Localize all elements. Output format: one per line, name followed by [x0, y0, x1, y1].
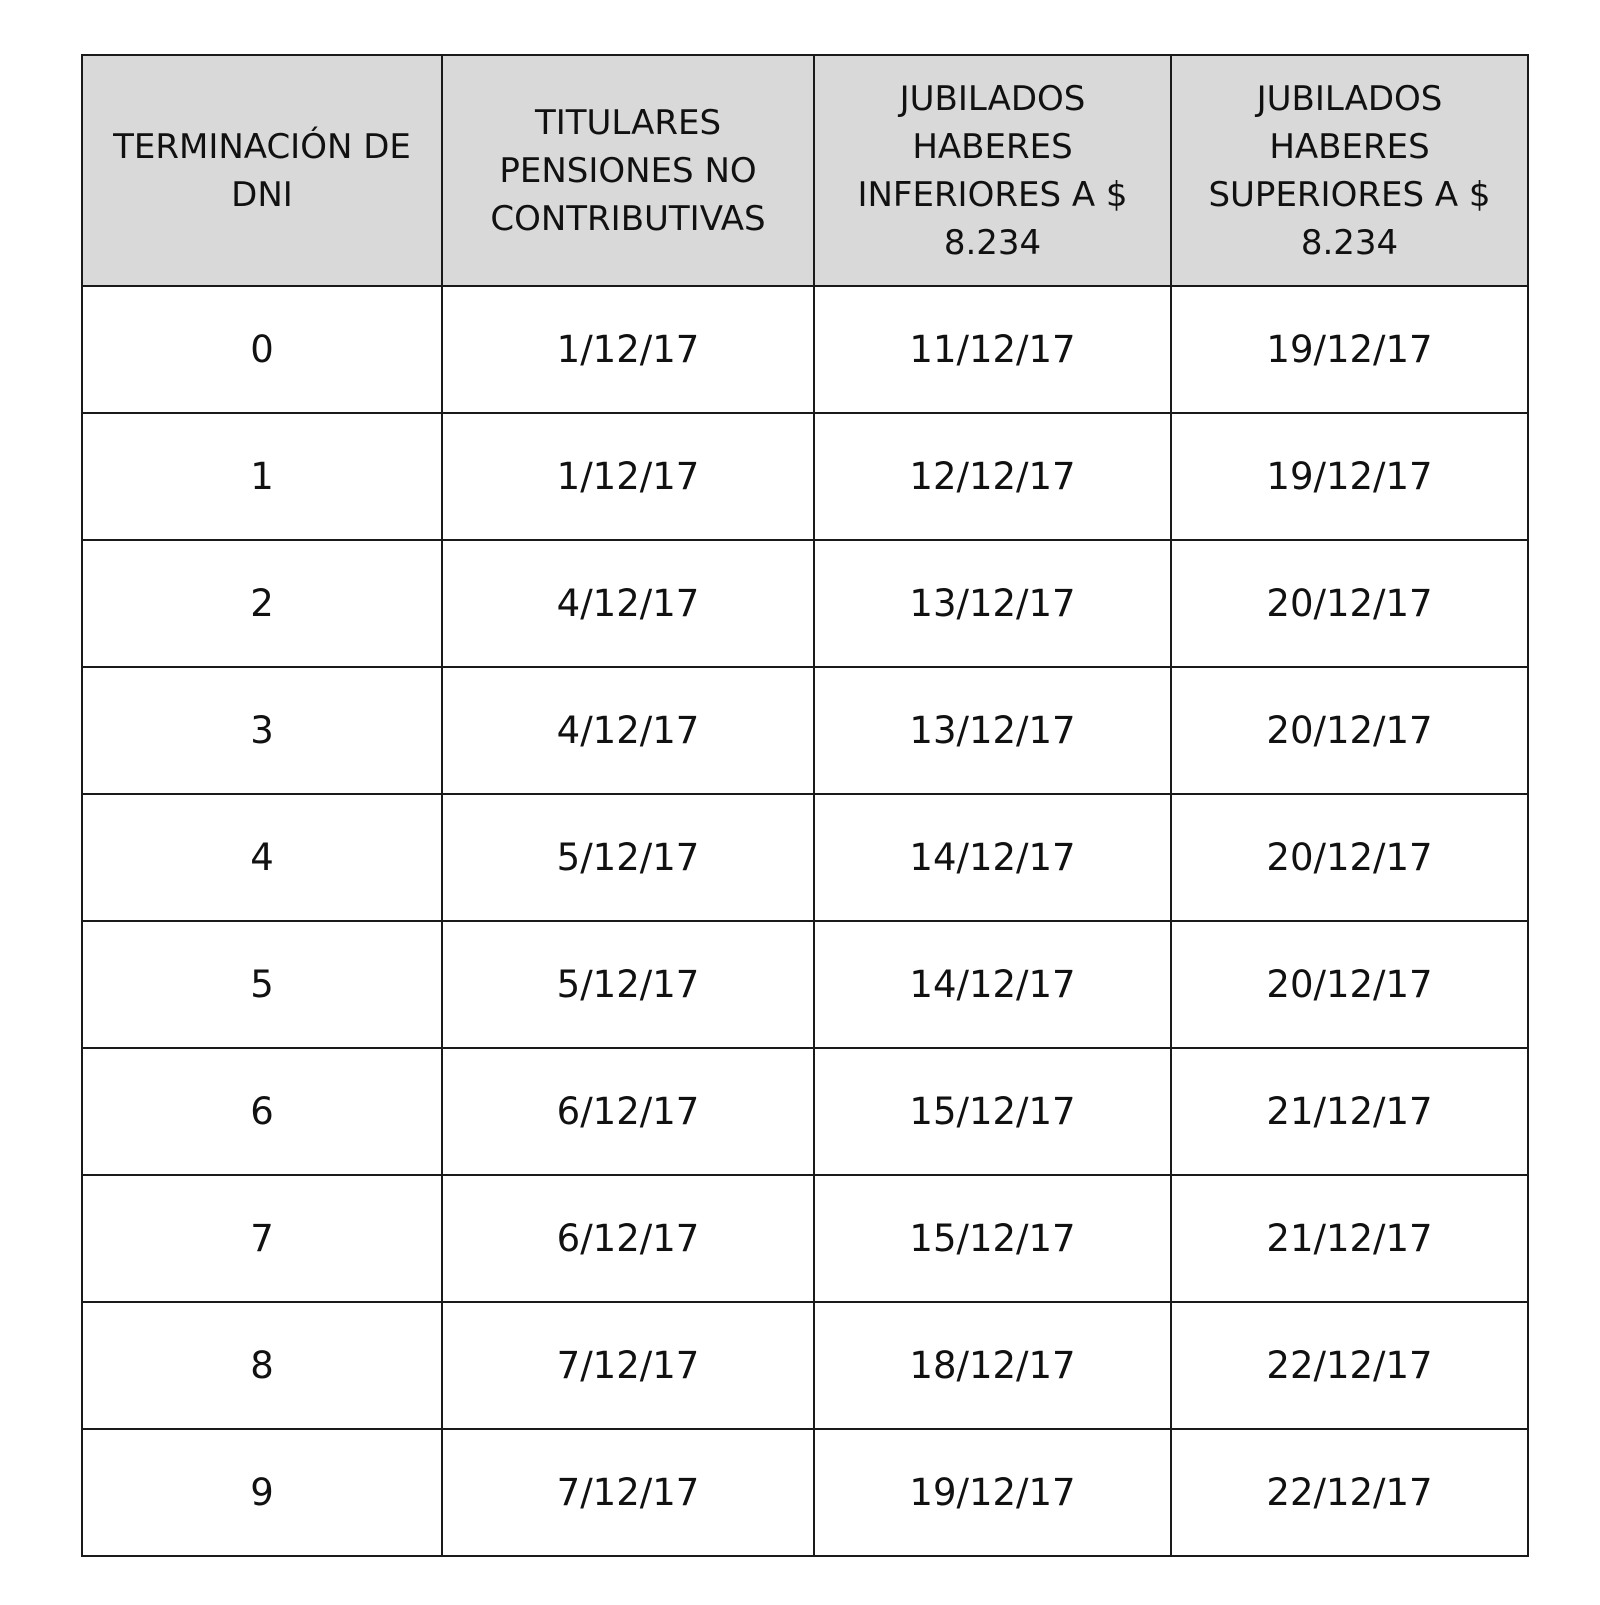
table-row — [82, 540, 1528, 667]
header-row — [82, 55, 1528, 286]
table-row — [82, 286, 1528, 413]
upper-retiree-date-cell: 20/12/17 — [1171, 921, 1528, 1048]
dni-ending-cell: 3 — [82, 667, 442, 794]
lower-retiree-date-cell: 11/12/17 — [814, 286, 1171, 413]
pension-date-cell: 5/12/17 — [442, 921, 814, 1048]
table-row — [82, 667, 1528, 794]
upper-retiree-date-cell: 21/12/17 — [1171, 1048, 1528, 1175]
dni-ending-cell: 8 — [82, 1302, 442, 1429]
pension-date-cell: 6/12/17 — [442, 1048, 814, 1175]
payment-schedule-table — [81, 54, 1529, 1557]
pension-date-cell: 5/12/17 — [442, 794, 814, 921]
upper-retiree-date-cell: 19/12/17 — [1171, 286, 1528, 413]
lower-retiree-date-cell: 15/12/17 — [814, 1175, 1171, 1302]
upper-retiree-date-cell: 20/12/17 — [1171, 667, 1528, 794]
dni-ending-cell: 6 — [82, 1048, 442, 1175]
header-retirees-above-threshold: JUBILADOS HABERES SUPERIORES A $ 8.234 — [1171, 55, 1528, 286]
pension-date-cell: 1/12/17 — [442, 286, 814, 413]
header-dni-ending: TERMINACIÓN DE DNI — [82, 55, 442, 286]
upper-retiree-date-cell: 20/12/17 — [1171, 794, 1528, 921]
dni-ending-cell: 9 — [82, 1429, 442, 1556]
pension-date-cell: 6/12/17 — [442, 1175, 814, 1302]
header-non-contributory-pensions: TITULARES PENSIONES NO CONTRIBUTIVAS — [442, 55, 814, 286]
dni-ending-cell: 0 — [82, 286, 442, 413]
lower-retiree-date-cell: 13/12/17 — [814, 540, 1171, 667]
pension-date-cell: 4/12/17 — [442, 540, 814, 667]
lower-retiree-date-cell: 13/12/17 — [814, 667, 1171, 794]
pension-date-cell: 4/12/17 — [442, 667, 814, 794]
lower-retiree-date-cell: 15/12/17 — [814, 1048, 1171, 1175]
table-row — [82, 1175, 1528, 1302]
table-header — [82, 55, 1528, 286]
pension-date-cell: 7/12/17 — [442, 1302, 814, 1429]
lower-retiree-date-cell: 12/12/17 — [814, 413, 1171, 540]
table-row — [82, 413, 1528, 540]
upper-retiree-date-cell: 21/12/17 — [1171, 1175, 1528, 1302]
pension-date-cell: 1/12/17 — [442, 413, 814, 540]
upper-retiree-date-cell: 22/12/17 — [1171, 1429, 1528, 1556]
table-row — [82, 1048, 1528, 1175]
upper-retiree-date-cell: 20/12/17 — [1171, 540, 1528, 667]
upper-retiree-date-cell: 19/12/17 — [1171, 413, 1528, 540]
lower-retiree-date-cell: 18/12/17 — [814, 1302, 1171, 1429]
dni-ending-cell: 1 — [82, 413, 442, 540]
dni-ending-cell: 2 — [82, 540, 442, 667]
dni-ending-cell: 4 — [82, 794, 442, 921]
header-retirees-below-threshold: JUBILADOS HABERES INFERIORES A $ 8.234 — [814, 55, 1171, 286]
table-row — [82, 794, 1528, 921]
pension-date-cell: 7/12/17 — [442, 1429, 814, 1556]
lower-retiree-date-cell: 19/12/17 — [814, 1429, 1171, 1556]
upper-retiree-date-cell: 22/12/17 — [1171, 1302, 1528, 1429]
table-row — [82, 1302, 1528, 1429]
lower-retiree-date-cell: 14/12/17 — [814, 794, 1171, 921]
lower-retiree-date-cell: 14/12/17 — [814, 921, 1171, 1048]
dni-ending-cell: 7 — [82, 1175, 442, 1302]
dni-ending-cell: 5 — [82, 921, 442, 1048]
table-body — [82, 286, 1528, 1556]
table-row — [82, 1429, 1528, 1556]
table-row — [82, 921, 1528, 1048]
